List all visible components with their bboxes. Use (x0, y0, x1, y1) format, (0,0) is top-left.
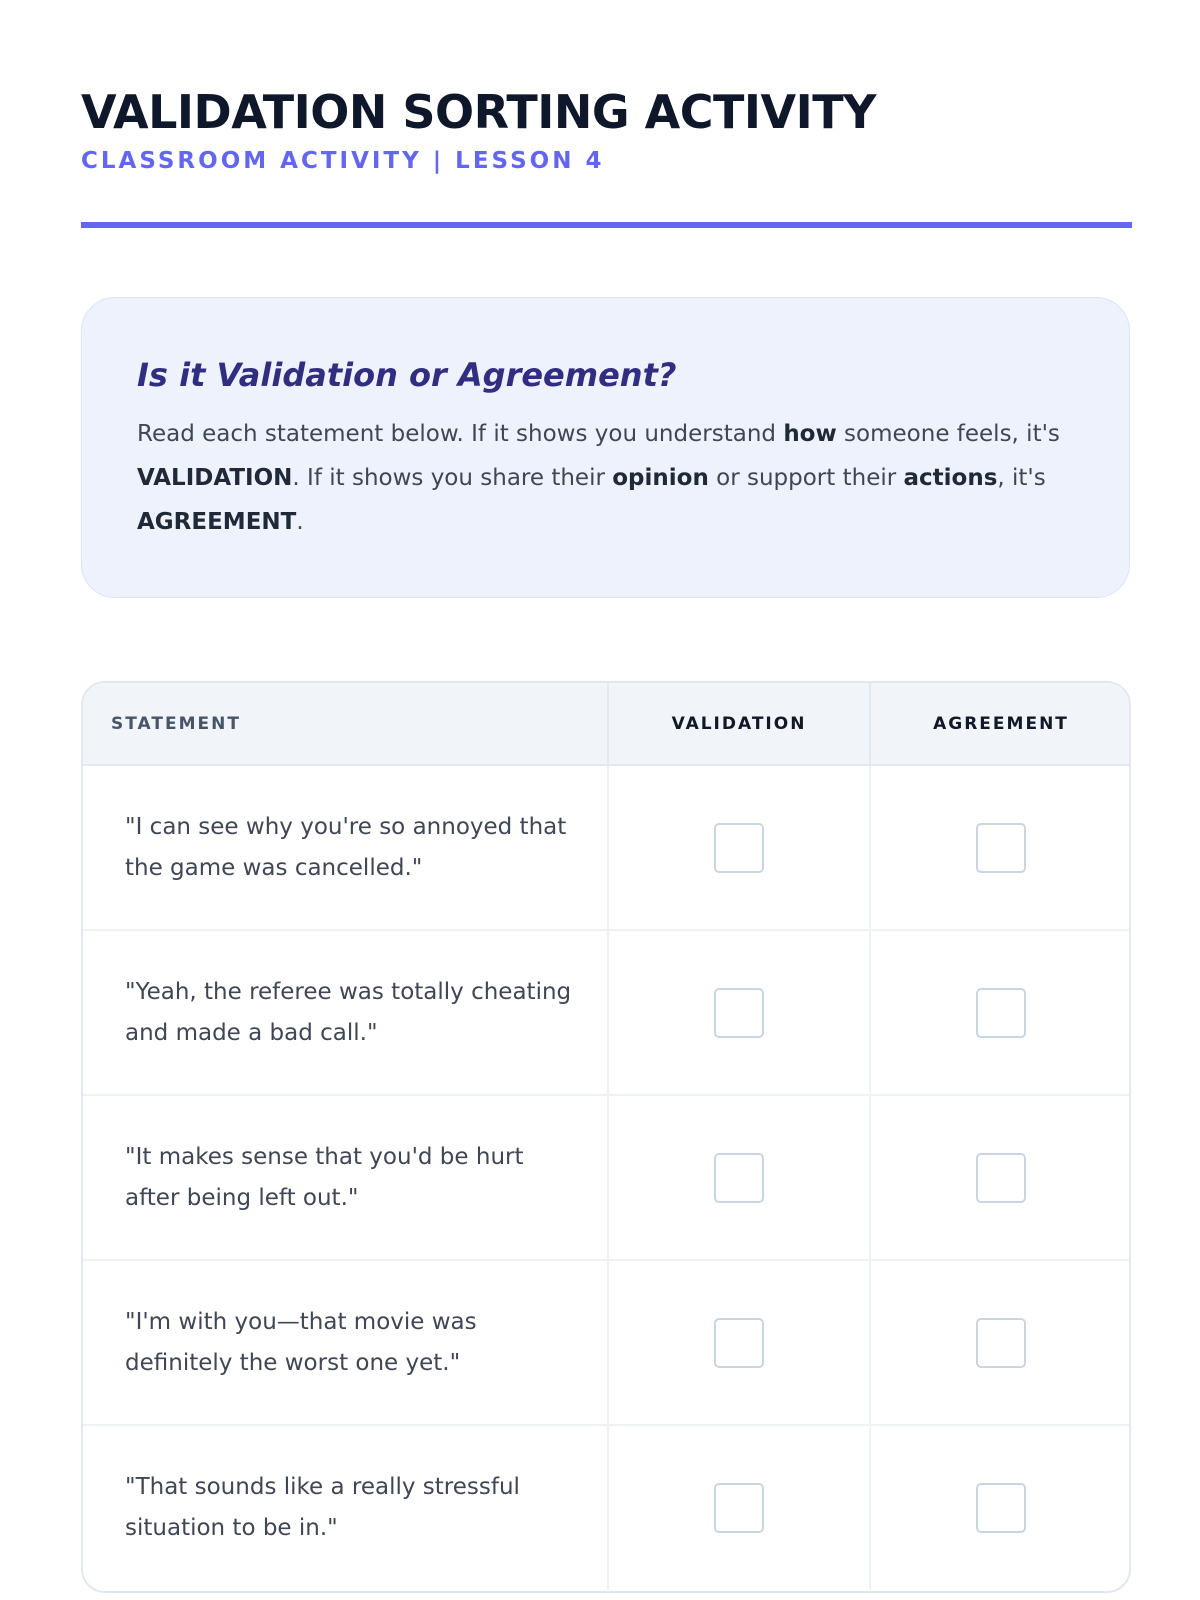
statement-text: "Yeah, the referee was totally cheating and made a bad call." (83, 930, 608, 1095)
instructions-heading: Is it Validation or Agreement? (137, 356, 677, 394)
validation-cell (608, 930, 870, 1095)
agreement-checkbox[interactable] (976, 823, 1026, 873)
instructions-bold-validation: VALIDATION (137, 465, 293, 491)
instructions-text (137, 412, 1097, 544)
validation-cell (608, 1425, 870, 1590)
agreement-checkbox[interactable] (976, 1483, 1026, 1533)
agreement-cell (870, 1260, 1131, 1425)
instructions-text-part: someone feels, it's (836, 421, 1060, 447)
validation-checkbox[interactable] (714, 1483, 764, 1533)
sorting-table (81, 681, 1131, 1593)
instructions-text-part: , it's (997, 465, 1046, 491)
validation-cell (608, 1260, 870, 1425)
instructions-bold-how: how (783, 421, 837, 447)
column-header-agreement: AGREEMENT (870, 683, 1131, 765)
validation-checkbox[interactable] (714, 988, 764, 1038)
agreement-checkbox[interactable] (976, 988, 1026, 1038)
sorting-table-grid (83, 683, 1131, 1590)
statement-text: "That sounds like a really stressful situation to be in." (83, 1425, 608, 1590)
validation-checkbox[interactable] (714, 1153, 764, 1203)
column-header-statement: STATEMENT (83, 683, 608, 765)
page-title: VALIDATION SORTING ACTIVITY (81, 85, 876, 139)
agreement-cell (870, 930, 1131, 1095)
agreement-checkbox[interactable] (976, 1318, 1026, 1368)
table-row (83, 765, 1131, 930)
agreement-cell (870, 1425, 1131, 1590)
agreement-checkbox[interactable] (976, 1153, 1026, 1203)
instructions-text-part: . (296, 509, 304, 535)
agreement-cell (870, 1095, 1131, 1260)
instructions-bold-actions: actions (903, 465, 998, 491)
statement-text: "It makes sense that you'd be hurt after being left out." (83, 1095, 608, 1260)
statement-text: "I'm with you—that movie was definitely the worst one yet." (83, 1260, 608, 1425)
validation-cell (608, 765, 870, 930)
validation-checkbox[interactable] (714, 823, 764, 873)
column-header-validation: VALIDATION (608, 683, 870, 765)
instructions-text-part: . If it shows you share their (292, 465, 613, 491)
agreement-cell (870, 765, 1131, 930)
table-row (83, 930, 1131, 1095)
statement-text: "I can see why you're so annoyed that the game was cancelled." (125, 813, 567, 881)
instructions-text-part: or support their (708, 465, 904, 491)
instructions-bold-agreement: AGREEMENT (137, 509, 297, 535)
table-row (83, 1425, 1131, 1590)
instructions-bold-opinion: opinion (612, 465, 709, 491)
validation-checkbox[interactable] (714, 1318, 764, 1368)
title-divider (81, 222, 1132, 228)
table-row (83, 1260, 1131, 1425)
validation-cell (608, 1095, 870, 1260)
table-row (83, 1095, 1131, 1260)
table-header-row (83, 683, 1131, 765)
instructions-text-part: Read each statement below. If it shows you understand (137, 421, 784, 447)
page-subtitle: CLASSROOM ACTIVITY | LESSON 4 (81, 148, 605, 174)
